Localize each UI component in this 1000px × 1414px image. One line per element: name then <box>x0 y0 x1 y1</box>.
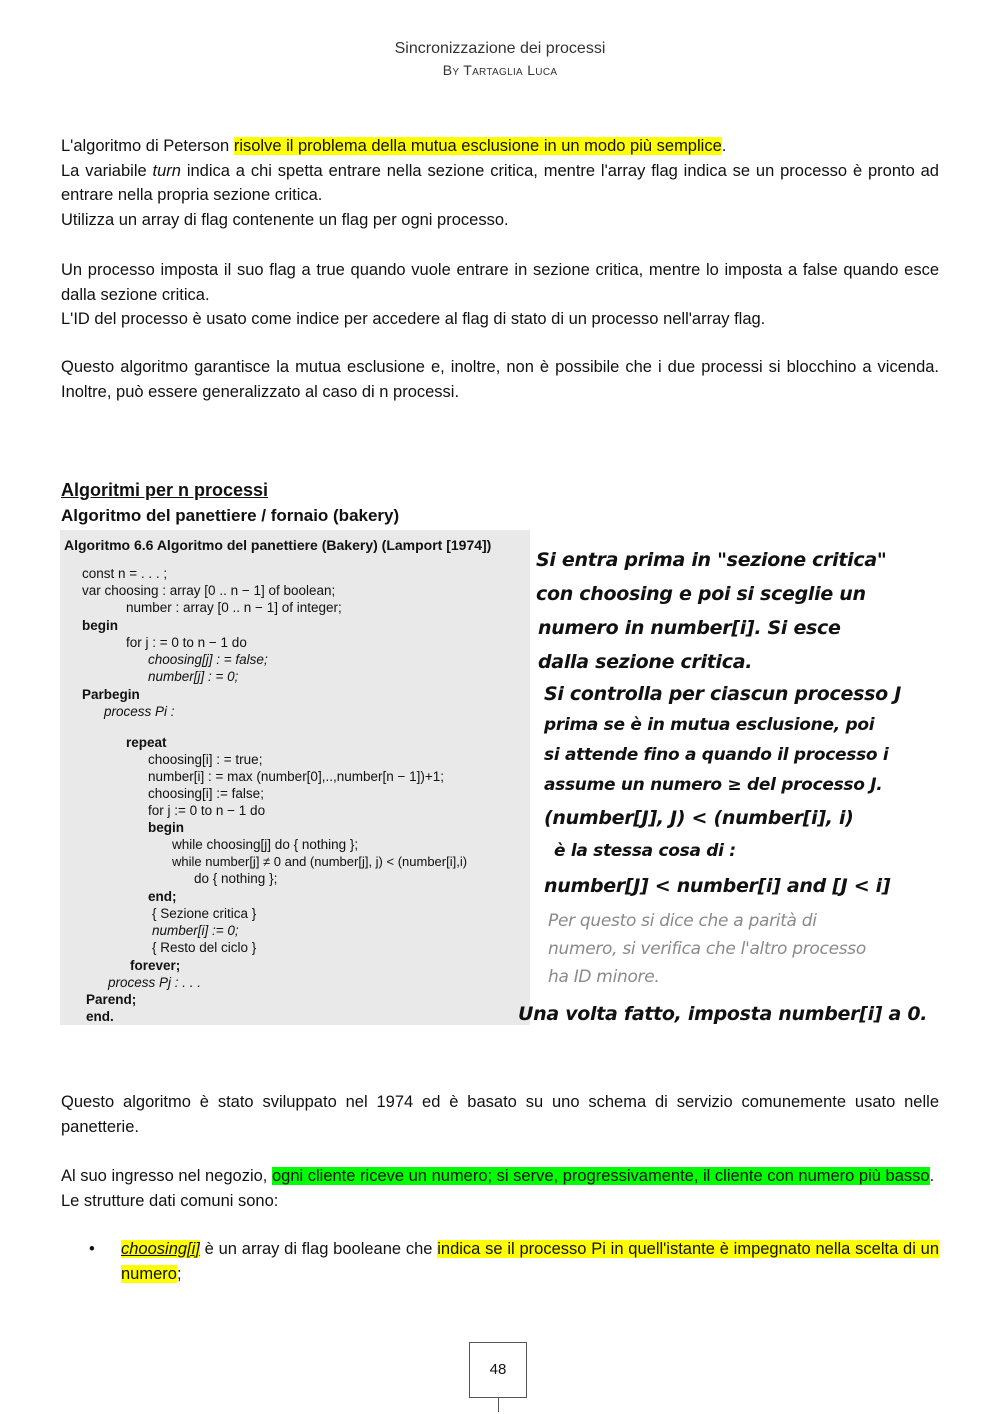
text-run: . <box>721 137 727 155</box>
code-line: { Sezione critica } <box>152 906 257 921</box>
text-run: è un array di flag booleane che <box>199 1240 438 1258</box>
code-line: end; <box>148 889 177 904</box>
code-line: number[j] : = 0; <box>148 669 239 684</box>
handwritten-line: Una volta fatto, imposta number[i] a 0. <box>518 1003 928 1025</box>
code-line: do { nothing }; <box>194 871 278 886</box>
highlight-yellow: risolve il problema della mutua esclusione in un modo più semplice <box>233 137 722 155</box>
text-run: Questo algoritmo garantisce la mutua esclusione e, inoltre, non è possibile che i due processi si blocchino a vicenda. Inoltre, può essere generalizzato al caso di n processi. <box>61 358 939 401</box>
handwritten-line: Si entra prima in "sezione critica" <box>536 549 887 571</box>
text-run: indica a chi spetta entrare nella sezione critica, mentre l'array flag indica se un processo è pronto ad entrare nella propria sezione critica. <box>61 161 939 204</box>
document-title: Sincronizzazione dei processi <box>394 40 606 57</box>
code-line: choosing[j] : = false; <box>148 652 268 667</box>
handwritten-line: con choosing e poi si sceglie un <box>536 583 866 605</box>
list-item <box>61 1237 939 1286</box>
code-line: number[i] : = max (number[0],..,number[n − 1])+1; <box>148 769 445 784</box>
text-run: L'algoritmo di Peterson <box>61 137 234 155</box>
emphasis: turn <box>152 161 181 180</box>
handwritten-line: dalla sezione critica. <box>538 651 753 673</box>
algorithm-figure <box>60 530 530 1025</box>
handwritten-line: è la stessa cosa di : <box>554 841 736 861</box>
text-run: Utilizza un array di flag contenente un flag per ogni processo. <box>61 210 509 229</box>
text-run: ; <box>176 1264 182 1283</box>
text-run: Al suo ingresso nel negozio, <box>61 1167 272 1185</box>
handwritten-line: Si controlla per ciascun processo J <box>544 683 901 705</box>
code-line: var choosing : array [0 .. n − 1] of boolean; <box>82 583 336 598</box>
code-line: number : array [0 .. n − 1] of integer; <box>126 600 342 615</box>
body-paragraph-2 <box>61 1164 939 1213</box>
text-run: Questo algoritmo è stato sviluppato nel 1974 ed è basato su uno schema di servizio comunemente usato nelle panetterie. <box>61 1093 939 1136</box>
code-line: choosing[i] := false; <box>148 786 264 801</box>
handwritten-line-gray: ha ID minore. <box>548 967 660 987</box>
code-line: process Pi : <box>104 704 175 719</box>
handwritten-line-gray: Per questo si dice che a parità di <box>548 911 817 931</box>
handwritten-line: prima se è in mutua esclusione, poi <box>544 715 875 735</box>
handwritten-line: (number[J], J) < (number[i], i) <box>544 807 854 829</box>
algorithm-title: Algoritmo 6.6 Algoritmo del panettiere (Bakery) (Lamport [1974]) <box>64 537 492 553</box>
intro-paragraph-2 <box>61 258 939 332</box>
handwritten-line: si attende fino a quando il processo i <box>544 745 889 765</box>
code-line: process Pj : . . . <box>108 975 202 990</box>
text-run: Un processo imposta il suo flag a true quando vuole entrare in sezione critica, mentre lo imposta a false quando esce dalla sezione critica. <box>61 261 939 304</box>
code-line: end. <box>86 1009 114 1024</box>
code-line: begin <box>148 820 184 835</box>
code-line: begin <box>82 618 118 633</box>
code-line: while choosing[j] do { nothing }; <box>172 837 359 852</box>
handwritten-line-gray: numero, si verifica che l'altro processo <box>548 939 866 959</box>
text-run: L'ID del processo è usato come indice per accedere al flag di stato di un processo nell'array flag. <box>61 310 766 328</box>
code-line: Parbegin <box>82 687 140 702</box>
intro-paragraph-3 <box>61 355 939 404</box>
handwritten-line: number[J] < number[i] and [J < i] <box>544 875 891 897</box>
section-heading: Algoritmi per n processi <box>61 480 269 500</box>
text-run: La variabile <box>61 161 153 180</box>
code-line: while number[j] ≠ 0 and (number[j], j) < (number[i],i) <box>172 854 468 869</box>
page-number-box <box>469 1342 527 1398</box>
code-line: repeat <box>126 735 167 750</box>
code-line: Parend; <box>86 992 137 1007</box>
handwritten-line: assume un numero ≥ del processo J. <box>544 775 883 795</box>
code-line: for j := 0 to n − 1 do <box>148 803 266 818</box>
code-line: { Resto del ciclo } <box>152 940 257 955</box>
code-line: forever; <box>130 958 181 973</box>
highlight-green: ogni cliente riceve un numero; si serve, progressivamente, il cliente con numero più basso <box>271 1167 930 1185</box>
page-number-tick <box>498 1398 499 1412</box>
code-term: choosing[i] <box>121 1240 200 1258</box>
intro-paragraph-1 <box>61 134 939 232</box>
document-author: By Tartaglia Luca <box>442 62 558 78</box>
page-header <box>0 38 1000 80</box>
text-run: . <box>929 1167 935 1185</box>
highlight-yellow: indica se il processo Pi in quell'istante è impegnato nella scelta di un numero <box>121 1240 940 1283</box>
handwritten-line: numero in number[i]. Si esce <box>538 617 841 639</box>
code-line: choosing[i] : = true; <box>148 752 263 767</box>
text-run: Le strutture dati comuni sono: <box>61 1191 279 1210</box>
bullet-icon: • <box>89 1240 95 1258</box>
section-subheading: Algoritmo del panettiere / fornaio (bakery) <box>61 506 400 525</box>
page-number: 48 <box>489 1361 507 1378</box>
data-structures-list <box>61 1237 939 1286</box>
code-line: for j : = 0 to n − 1 do <box>126 635 247 650</box>
code-line: number[i] := 0; <box>152 923 239 938</box>
body-paragraph-1 <box>61 1090 939 1139</box>
code-line: const n = . . . ; <box>82 566 168 581</box>
